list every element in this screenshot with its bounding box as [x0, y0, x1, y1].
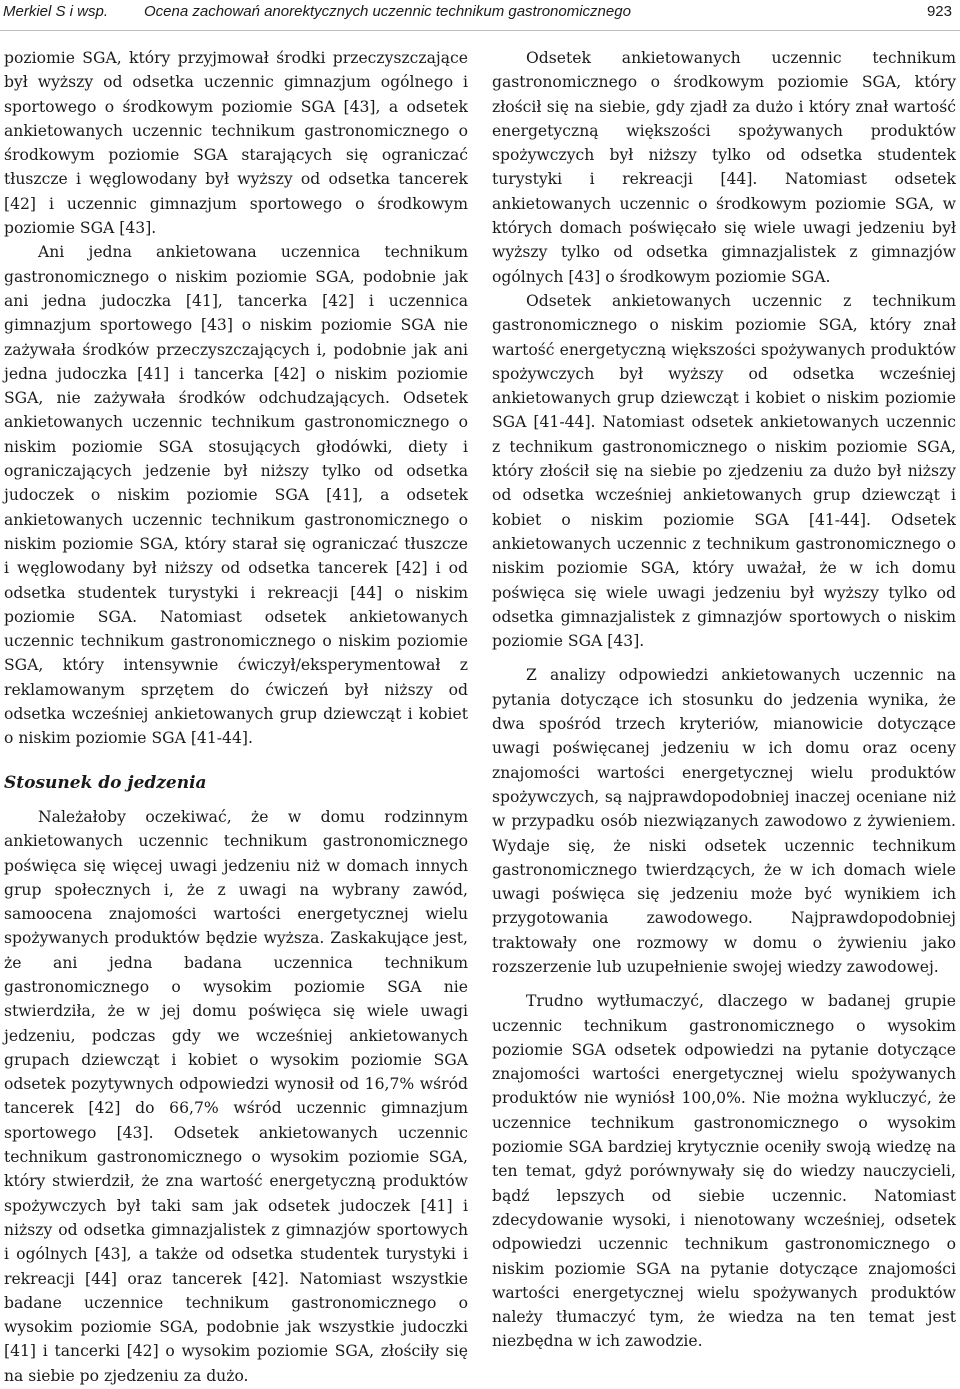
section-heading: Stosunek do jedzenia	[4, 772, 207, 793]
paragraph: Trudno wytłumaczyć, dlaczego w badanej grupie uczennic technikum gastronomicznego o wysokim poziomie SGA odsetek odpowiedzi na pytanie dotyczące znajomości wartości energetycznej wielu spożywanych produktów nie wyniósł 100,0%. Nie można wykluczyć, że uczennice technikum gastronomicznego o wysokim poziomie SGA bardziej krytycznie oceniły swoją wiedzę na ten temat, gdyż porównywały się do wiedzy nauczycieli, bądź lepszych od siebie uczennic. Natomiast zdecydowanie wysoki, i nienotowany wcześniej, odsetek odpowiedzi uczennic technikum gastronomicznego o niskim poziomie SGA na pytanie dotyczące znajomości wartości energetycznej wielu spożywanych produktów należy tłumaczyć tym, że wiedza na ten temat jest niezbędna w ich zawodzie.	[492, 992, 956, 1351]
left-column	[4, 46, 468, 1388]
paragraph: Odsetek ankietowanych uczennic z technikum gastronomicznego o niskim poziomie SGA, który znał wartość energetyczną większości spożywanych produktów spożywczych był wyższy od odsetka wcześniej ankietowanych grup dziewcząt i kobiet o niskim poziomie SGA [41-44]. Natomiast odsetek ankietowanych uczennic z technikum gastronomicznego o niskim poziomie SGA, który złościł się na siebie po zjedzeniu za dużo był niższy od odsetka wcześniej ankietowanych grup dziewcząt i kobiet o niskim poziomie SGA [41-44]. Odsetek ankietowanych uczennic z technikum gastronomicznego o niskim poziomie SGA, który uważał, że w ich domu poświęca się wiele uwagi jedzeniu był wyższy tylko od odsetka gimnazjalistek z gimnazjów sportowych o niskim poziomie SGA [43].	[492, 291, 956, 651]
header-authors: Merkiel S i wsp.	[3, 3, 109, 20]
paragraph: poziomie SGA, który przyjmował środki przeczyszczające był wyższy od odsetka uczennic gimnazjum ogólnego i sportowego o środkowym poziomie SGA [43], a odsetek ankietowanych uczennic technikum gastronomicznego o środkowym poziomie SGA starających się ograniczać tłuszcze i węglowodany był wyższy od odsetka tancerek [42] i uczennic gimnazjum sportowego o środkowym poziomie SGA [43].	[4, 49, 468, 238]
paragraph: Ani jedna ankietowana uczennica technikum gastronomicznego o niskim poziomie SGA, podobnie jak ani jedna judoczka [41], tancerka [42] i uczennica gimnazjum sportowego [43] o niskim poziomie SGA nie zażywała środków przeczyszczających i, podobnie jak ani jedna judoczka [41] i tancerka [42] o niskim poziomie SGA, nie zażywała środków odchudzających. Odsetek ankietowanych uczennic technikum gastronomicznego o niskim poziomie SGA stosujących głodówki, diety i ograniczających jedzenie był niższy tylko od odsetka judoczek o niskim poziomie SGA [41], a odsetek ankietowanych uczennic technikum gastronomicznego o niskim poziomie SGA, który starał się ograniczać tłuszcze i węglowodany był niższy od odsetka tancerek [42] i od odsetka studentek turystyki i rekreacji [44] o niskim poziomie SGA. Natomiast odsetek ankietowanych uczennic technikum gastronomicznego o niskim poziomie SGA, który intensywnie ćwiczył/eksperymentował z reklamowanym sprzętem do ćwiczeń był niższy od odsetka wcześniej ankietowanych grup dziewcząt i kobiet o niskim poziomie SGA [41-44].	[4, 243, 468, 748]
paragraph: Należałoby oczekiwać, że w domu rodzinnym ankietowanych uczennic technikum gastronomicznego poświęca się więcej uwagi jedzeniu niż w domach innych grup społecznych i, że z uwagi na wybrany zawód, samoocena znajomości wartości energetycznej wielu spożywanych produktów będzie wyższa. Zaskakujące jest, że ani jedna badana uczennica technikum gastronomicznego o wysokim poziomie SGA nie stwierdziła, że w jej domu poświęca się wiele uwagi jedzeniu, podczas gdy we wcześniej ankietowanych grupach dziewcząt i kobiet o wysokim poziomie SGA odsetek pozytywnych odpowiedzi wynosił od 16,7% wśród tancerek [42] do 66,7% wśród uczennic gimnazjum sportowego [43]. Odsetek ankietowanych uczennic technikum gastronomicznego o wysokim poziomie SGA, który stwierdził, że zna wartość energetyczną produktów spożywczych był taki sam jak odsetek judoczek [41] i niższy od odsetka gimnazjalistek z gimnazjów sportowych i ogólnych [43], a także od odsetka studentek turystyki i rekreacji [44] oraz tancerek [42]. Natomiast wszystkie badane uczennice technikum gastronomicznego o wysokim poziomie SGA, podobnie jak wszystkie judoczki [41] i tancerki [42] o wysokim poziomie SGA, złościły się na siebie po zjedzeniu za dużo.	[4, 807, 468, 1385]
paragraph: Odsetek ankietowanych uczennic technikum gastronomicznego o środkowym poziomie SGA, który złościł się na siebie, gdy zjadł za dużo i który znał wartość energetyczną większości spożywanych produktów spożywczych był niższy tylko od odsetka studentek turystyki i rekreacji [44]. Natomiast odsetek ankietowanych uczennic o środkowym poziomie SGA, w których domach poświęcało się wiele uwagi jedzeniu był wyższy tylko od odsetka gimnazjalistek z gimnazjów ogólnych [43] o środkowym poziomie SGA.	[492, 49, 956, 286]
paragraph: Z analizy odpowiedzi ankietowanych uczennic na pytania dotyczące ich stosunku do jedzenia wynika, że dwa spośród trzech kryteriów, mianowicie dotyczące uwagi poświęcanej jedzeniu w ich domu oraz oceny znajomości wartości energetycznej wielu produktów spożywczych, są najprawdopodobniej inaczej oceniane niż w przypadku osób niezwiązanych zawodowo z żywieniem. Wydaje się, że niski odsetek uczennic technikum gastronomicznego twierdzących, że w ich domach wiele uwagi poświęca się jedzeniu może być wynikiem ich przygotowania zawodowego. Najprawdopodobniej traktowały one rozmowy w domu o żywieniu jako rozszerzenie lub uzupełnienie swojej wiedzy zawodowej.	[492, 666, 956, 976]
page-number: 923	[926, 3, 952, 20]
header-running-title: Ocena zachowań anorektycznych uczennic technikum gastronomicznego	[144, 3, 631, 20]
header-divider	[0, 30, 960, 31]
right-column	[492, 46, 956, 1354]
running-header	[0, 0, 960, 28]
